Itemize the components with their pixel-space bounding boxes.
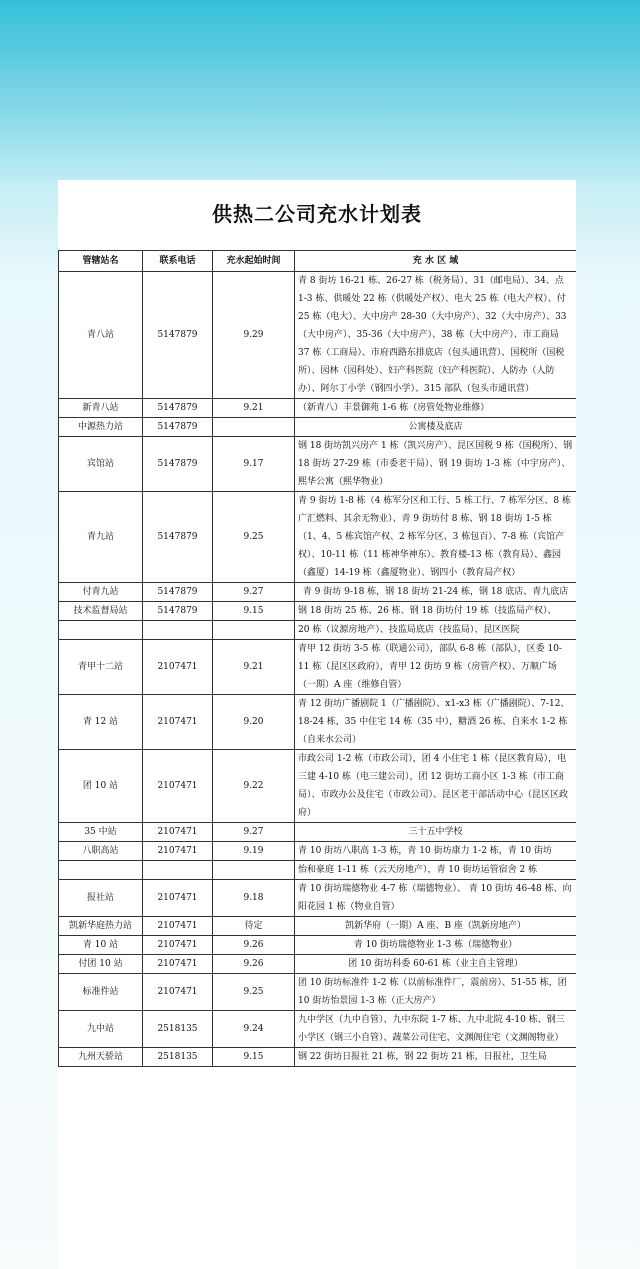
table-row: [59, 695, 577, 750]
date-cell: 9.15: [213, 1048, 295, 1067]
date-cell: [213, 621, 295, 640]
phone-cell: 5147879: [143, 602, 213, 621]
date-cell: 9.21: [213, 640, 295, 695]
date-cell: 9.19: [213, 842, 295, 861]
phone-cell: 2107471: [143, 823, 213, 842]
table-row: [59, 1011, 577, 1048]
phone-cell: 2518135: [143, 1011, 213, 1048]
table-row: [59, 880, 577, 917]
table-row: [59, 955, 577, 974]
date-cell: [213, 418, 295, 437]
area-cell: 团 10 街坊科委 60-61 栋（业主自主管理）: [295, 955, 577, 974]
station-cell: 青 10 站: [59, 936, 143, 955]
area-cell: 钢 18 街坊 25 栋、26 栋、钢 18 街坊付 19 栋（技监局产权）、: [295, 602, 577, 621]
date-cell: 9.20: [213, 695, 295, 750]
phone-cell: 5147879: [143, 272, 213, 399]
table-header-row: [59, 251, 577, 272]
date-cell: 9.26: [213, 936, 295, 955]
area-cell: 怡和豪庭 1-11 栋（云天房地产），青 10 街坊运管宿舍 2 栋: [295, 861, 577, 880]
area-cell: 青 12 街坊广播剧院 1（广播剧院）、x1-x3 栋（广播剧院）、7-12、18-24 栋，35 中住宅 14 栋（35 中），糖酒 26 栋、自来水 1-2 栋（自来水公司）: [295, 695, 577, 750]
date-cell: 9.29: [213, 272, 295, 399]
table-row: [59, 861, 577, 880]
station-cell: 标准件站: [59, 974, 143, 1011]
phone-cell: 2107471: [143, 842, 213, 861]
phone-cell: 5147879: [143, 583, 213, 602]
phone-cell: 5147879: [143, 399, 213, 418]
area-cell: （新青八）丰景御苑 1-6 栋（房管处物业维修）: [295, 399, 577, 418]
area-cell: 三十五中学校: [295, 823, 577, 842]
area-cell: 团 10 街坊标准件 1-2 栋（以前标准件厂，震前房）、51-55 栋，团 10 街坊怡景园 1-3 栋（正大房产）: [295, 974, 577, 1011]
table-row: [59, 974, 577, 1011]
header-date: 充水起始时间: [213, 251, 295, 272]
date-cell: 9.27: [213, 583, 295, 602]
area-cell: 青甲 12 街坊 3-5 栋（联通公司），部队 6-8 栋（部队），区委 10-11 栋（昆区区政府），青甲 12 街坊 9 栋（房管产权）、万顺广场（一期）A 座（维修自管）: [295, 640, 577, 695]
station-cell: 付青九站: [59, 583, 143, 602]
phone-cell: 2107471: [143, 750, 213, 823]
date-cell: [213, 861, 295, 880]
area-cell: 九中学区（九中自管）、九中东院 1-7 栋、九中北院 4-10 栋、钢三小学区（钢三小自管）、蔬菜公司住宅、文渊阁住宅（文渊阁物业）: [295, 1011, 577, 1048]
date-cell: 9.15: [213, 602, 295, 621]
station-cell: 青甲十二站: [59, 640, 143, 695]
phone-cell: 2107471: [143, 695, 213, 750]
area-cell: 青 8 街坊 16-21 栋、26-27 栋（税务局）、31（邮电局）、34、点 1-3 栋、供暖处 22 栋（供暖处产权）、电大 25 栋（电大产权）、付 25 栋（电大）、大中房产 28-30（大中房产）、32（大中房产）、33（大中房产）、35-36（大中房产）、38 栋（大中房产）、市工商局 37 栋（工商局）、市府西路东排底店（包头通讯营）、国税所（国税所）、园林（园科处）、妇产科医院（妇产科医院）、人防办（人防办）、阿尔丁小学（钢四小学）、315 部队（包头市通讯营）: [295, 272, 577, 399]
station-cell: 新青八站: [59, 399, 143, 418]
table-row: [59, 917, 577, 936]
phone-cell: 2107471: [143, 936, 213, 955]
document-sheet: [58, 180, 576, 1269]
table-row: [59, 399, 577, 418]
date-cell: 9.18: [213, 880, 295, 917]
date-cell: 9.21: [213, 399, 295, 418]
date-cell: 9.25: [213, 492, 295, 583]
table-row: [59, 583, 577, 602]
phone-cell: 5147879: [143, 492, 213, 583]
phone-cell: 2107471: [143, 880, 213, 917]
date-cell: 9.26: [213, 955, 295, 974]
header-area: 充 水 区 域: [295, 251, 577, 272]
phone-cell: 5147879: [143, 437, 213, 492]
station-cell: 青 12 站: [59, 695, 143, 750]
station-cell: 技术监督局站: [59, 602, 143, 621]
station-cell: 凯新华庭热力站: [59, 917, 143, 936]
station-cell: 青八站: [59, 272, 143, 399]
table-row: [59, 1048, 577, 1067]
area-cell: 青 10 街坊瑞德物业 1-3 栋（瑞德物业）: [295, 936, 577, 955]
table-row: [59, 750, 577, 823]
phone-cell: 5147879: [143, 418, 213, 437]
station-cell: 中源热力站: [59, 418, 143, 437]
date-cell: 9.27: [213, 823, 295, 842]
date-cell: 9.17: [213, 437, 295, 492]
phone-cell: [143, 621, 213, 640]
table-row: [59, 272, 577, 399]
station-cell: 九州天骄站: [59, 1048, 143, 1067]
area-cell: 20 栋（议源房地产）、技监局底店（技监局）、昆区医院: [295, 621, 577, 640]
station-cell: 青九站: [59, 492, 143, 583]
station-cell: 九中站: [59, 1011, 143, 1048]
table-row: [59, 640, 577, 695]
area-cell: 青 9 街坊 1-8 栋（4 栋军分区和工行、5 栋工行、7 栋军分区、8 栋广汇燃料、其余无物业）、青 9 街坊付 8 栋、钢 18 街坊 1-5 栋（1、4、5 栋宾馆产权、2 栋军分区、3 栋包百）、7-8 栋（宾馆产权）、10-11 栋（11 栋神华神东）、教育楼-13 栋（教育局）、鑫园（鑫厦）14-19 栋（鑫厦物业）、钢四小（教育局产权）: [295, 492, 577, 583]
table-row: [59, 492, 577, 583]
phone-cell: 2107471: [143, 640, 213, 695]
area-cell: 凯新华府（一期）A 座、B 座（凯新房地产）: [295, 917, 577, 936]
station-cell: [59, 861, 143, 880]
area-cell: 市政公司 1-2 栋（市政公司），团 4 小住宅 1 栋（昆区教育局），电三建 4-10 栋（电三建公司），团 12 街坊工商小区 1-3 栋（市工商局）、市政办公及住宅（市政公司）、昆区老干部活动中心（昆区区政府）: [295, 750, 577, 823]
station-cell: 八职高站: [59, 842, 143, 861]
table-row: [59, 602, 577, 621]
header-phone: 联系电话: [143, 251, 213, 272]
station-cell: 报社站: [59, 880, 143, 917]
date-cell: 9.25: [213, 974, 295, 1011]
table-row: [59, 621, 577, 640]
header-station: 管辖站名: [59, 251, 143, 272]
table-row: [59, 437, 577, 492]
date-cell: 9.22: [213, 750, 295, 823]
phone-cell: [143, 861, 213, 880]
phone-cell: 2518135: [143, 1048, 213, 1067]
phone-cell: 2107471: [143, 974, 213, 1011]
station-cell: 付团 10 站: [59, 955, 143, 974]
area-cell: 钢 18 街坊凯兴房产 1 栋（凯兴房产）、昆区国税 9 栋（国税所）、钢 18 街坊 27-29 栋（市委老干局）、钢 19 街坊 1-3 栋（中宇房产）、熙华公寓（熙华物业）: [295, 437, 577, 492]
area-cell: 公寓楼及底店: [295, 418, 577, 437]
area-cell: 青 9 街坊 9-18 栋，钢 18 街坊 21-24 栋，钢 18 底店、青九底店: [295, 583, 577, 602]
document-title: 供热二公司充水计划表: [212, 202, 422, 226]
station-cell: 团 10 站: [59, 750, 143, 823]
table-body: [59, 272, 577, 1067]
station-cell: 宾馆站: [59, 437, 143, 492]
table-row: [59, 418, 577, 437]
phone-cell: 2107471: [143, 917, 213, 936]
phone-cell: 2107471: [143, 955, 213, 974]
station-cell: 35 中站: [59, 823, 143, 842]
plan-table: [58, 250, 576, 1067]
date-cell: 9.24: [213, 1011, 295, 1048]
table-row: [59, 936, 577, 955]
area-cell: 钢 22 街坊日报社 21 栋，钢 22 街坊 21 栋，日报社，卫生局: [295, 1048, 577, 1067]
date-cell: 待定: [213, 917, 295, 936]
area-cell: 青 10 街坊八职高 1-3 栋，青 10 街坊康力 1-2 栋，青 10 街坊: [295, 842, 577, 861]
table-row: [59, 842, 577, 861]
station-cell: [59, 621, 143, 640]
area-cell: 青 10 街坊瑞德物业 4-7 栋（瑞德物业）、 青 10 街坊 46-48 栋、向阳花园 1 栋（物业自管）: [295, 880, 577, 917]
table-row: [59, 823, 577, 842]
